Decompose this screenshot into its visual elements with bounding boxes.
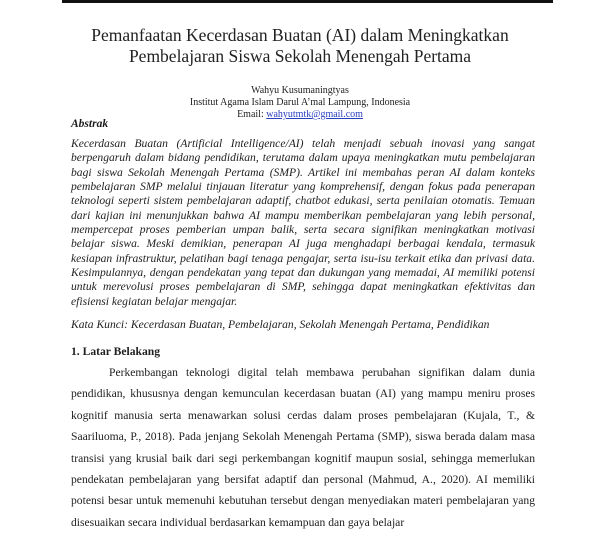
- author-name: Wahyu Kusumaningtyas: [251, 85, 349, 96]
- section-paragraph: Perkembangan teknologi digital telah membawa perubahan signifikan dalam dunia pendidikan, khususnya dengan kemunculan kecerdasan buatan (AI) yang mampu meniru proses kognitif manusia serta menawarkan solusi cerdas dalam proses pembelajaran (Kujala, T., & Saariluoma, P., 2018). Pada jenjang Sekolah Menengah Pertama (SMP), siswa berada dalam masa transisi yang krusial baik dari segi perkembangan kognitif maupun sosial, sehingga memerlukan pendekatan pembelajaran yang bersifat adaptif dan personal (Mahmud, A., 2020). AI memiliki potensi besar untuk memenuhi kebutuhan tersebut dengan menyediakan materi pembelajaran yang disesuaikan secara individual berdasarkan kemampuan dan gaya belajar: [71, 366, 535, 529]
- section-heading: 1. Latar Belakang: [71, 345, 161, 358]
- author-block: [0, 85, 600, 121]
- title-line-1: Pemanfaatan Kecerdasan Buatan (AI) dalam Meningkatkan: [91, 25, 509, 45]
- email-link[interactable]: wahyutmtk@gmail.com: [266, 109, 363, 120]
- header-rule: [62, 0, 553, 3]
- author-affiliation: Institut Agama Islam Darul A’mal Lampung, Indonesia: [189, 97, 411, 108]
- keywords: Kata Kunci: Kecerdasan Buatan, Pembelajaran, Sekolah Menengah Pertama, Pendidikan: [71, 318, 490, 331]
- abstract-text: Kecerdasan Buatan (Artificial Intelligence/AI) telah menjadi sebuah inovasi yang sangat berpengaruh dalam bidang pendidikan, terutama dalam upaya meningkatkan mutu pembelajaran bagi siswa Sekolah Menengah Pertama (SMP). Artikel ini membahas peran AI dalam konteks pembelajaran SMP melalui tinjauan literatur yang komprehensif, dengan fokus pada penerapan teknologi seperti sistem pembelajaran adaptif, chatbot edukasi, serta penilaian otomatis. Temuan dari kajian ini menunjukkan bahwa AI mampu memberikan pembelajaran yang lebih personal, mempercepat proses pemberian umpan balik, serta secara signifikan meningkatkan motivasi belajar siswa. Meski demikian, penerapan AI juga menghadapi berbagai kendala, termasuk kesiapan infrastruktur, pelatihan bagi tenaga pengajar, serta isu-isu terkait etika dan privasi data. Kesimpulannya, dengan pendekatan yang tepat dan dukungan yang memadai, AI memiliki potensi untuk merevolusi proses pembelajaran di SMP, sehingga dapat meningkatkan efektivitas dan efisiensi kegiatan belajar mengajar.: [71, 137, 535, 308]
- email-label: Email:: [237, 109, 267, 120]
- section-body: [71, 362, 535, 533]
- paper-title: [0, 25, 600, 67]
- abstract-heading: Abstrak: [71, 118, 109, 130]
- title-line-2: Pembelajaran Siswa Sekolah Menengah Pertama: [128, 46, 472, 66]
